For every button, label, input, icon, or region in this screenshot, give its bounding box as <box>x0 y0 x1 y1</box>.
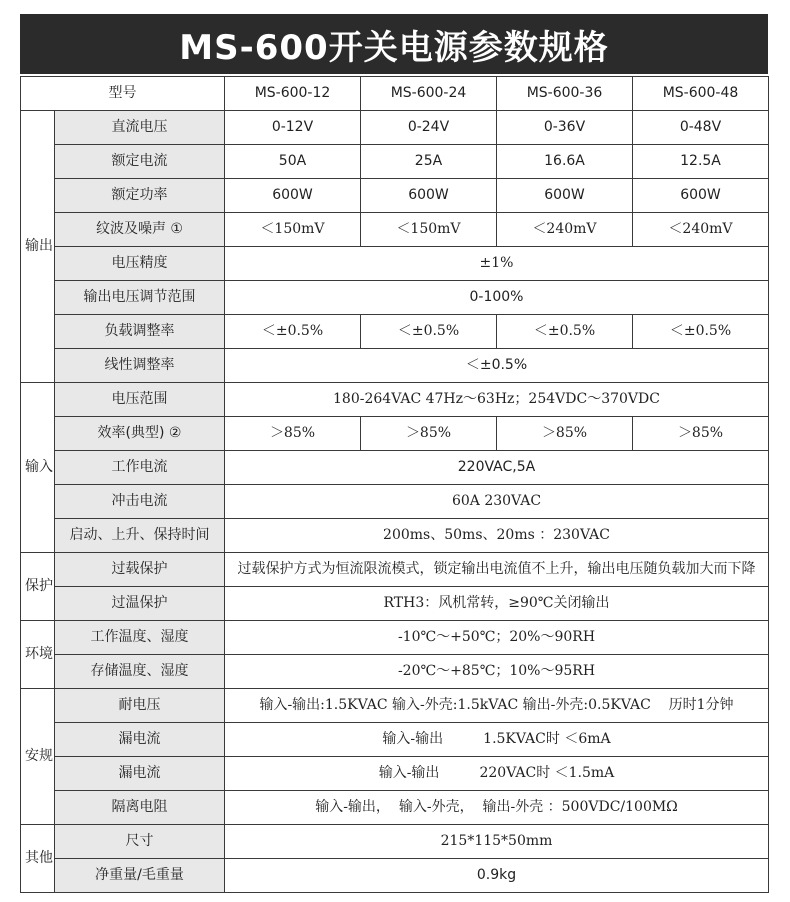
table-cell: 60A 230VAC <box>225 485 769 519</box>
table-row <box>21 485 769 519</box>
table-cell: ±1% <box>225 247 769 281</box>
table-cell: 输入-输出， 输入-外壳， 输出-外壳 ：500VDC/100MΩ <box>225 791 769 825</box>
table-cell: ＜±0.5% <box>225 315 361 349</box>
table-cell: 25A <box>361 145 497 179</box>
row-label: 隔离电阻 <box>55 791 225 825</box>
table-row-model <box>21 77 769 111</box>
table-cell: ＜±0.5% <box>361 315 497 349</box>
table-cell: ＜240mV <box>633 213 769 247</box>
table-row <box>21 213 769 247</box>
row-label: 负载调整率 <box>55 315 225 349</box>
table-row <box>21 451 769 485</box>
row-label: 直流电压 <box>55 111 225 145</box>
table-row <box>21 553 769 587</box>
table-row <box>21 111 769 145</box>
table-row <box>21 825 769 859</box>
table-row <box>21 757 769 791</box>
table-row <box>21 179 769 213</box>
row-label: 纹波及噪声 ① <box>55 213 225 247</box>
table-row <box>21 723 769 757</box>
table-cell: 0-100% <box>225 281 769 315</box>
row-label: 存储温度、湿度 <box>55 655 225 689</box>
table-row <box>21 417 769 451</box>
table-row <box>21 655 769 689</box>
row-label: 额定电流 <box>55 145 225 179</box>
table-cell: ＜±0.5% <box>497 315 633 349</box>
table-cell: ＞85% <box>361 417 497 451</box>
table-cell: 600W <box>497 179 633 213</box>
table-row <box>21 383 769 417</box>
table-cell: 0-12V <box>225 111 361 145</box>
row-label: 尺寸 <box>55 825 225 859</box>
row-label: 漏电流 <box>55 757 225 791</box>
table-cell: 12.5A <box>633 145 769 179</box>
table-cell: 200ms、50ms、20ms ：230VAC <box>225 519 769 553</box>
table-cell: ＞85% <box>633 417 769 451</box>
page-title: MS-600开关电源参数规格 <box>20 14 768 74</box>
table-cell: ＜±0.5% <box>225 349 769 383</box>
table-cell: 180-264VAC 47Hz～63Hz；254VDC～370VDC <box>225 383 769 417</box>
table-cell: 0-36V <box>497 111 633 145</box>
model-label: 型号 <box>21 77 225 111</box>
group-label-environment: 环境 <box>21 621 55 689</box>
table-row <box>21 859 769 893</box>
table-cell: ＜±0.5% <box>633 315 769 349</box>
row-label: 电压精度 <box>55 247 225 281</box>
table-cell: 过载保护方式为恒流限流模式，锁定输出电流值不上升，输出电压随负载加大而下降 <box>225 553 769 587</box>
group-label-safety: 安规 <box>21 689 55 825</box>
model-header: MS-600-12 <box>225 77 361 111</box>
table-row <box>21 315 769 349</box>
table-row <box>21 145 769 179</box>
row-label: 工作电流 <box>55 451 225 485</box>
row-label: 电压范围 <box>55 383 225 417</box>
row-label: 冲击电流 <box>55 485 225 519</box>
table-row <box>21 791 769 825</box>
table-row <box>21 247 769 281</box>
table-cell: 215*115*50mm <box>225 825 769 859</box>
row-label: 过温保护 <box>55 587 225 621</box>
table-row <box>21 519 769 553</box>
table-cell: 0.9kg <box>225 859 769 893</box>
table-cell: 600W <box>633 179 769 213</box>
row-label: 线性调整率 <box>55 349 225 383</box>
table-row <box>21 281 769 315</box>
row-label: 效率(典型) ② <box>55 417 225 451</box>
table-cell: 600W <box>225 179 361 213</box>
table-cell: 输入-输出 1.5KVAC时 ＜6mA <box>225 723 769 757</box>
table-cell: 0-24V <box>361 111 497 145</box>
row-label: 过载保护 <box>55 553 225 587</box>
table-cell: 16.6A <box>497 145 633 179</box>
table-cell: ＞85% <box>497 417 633 451</box>
row-label: 净重量/毛重量 <box>55 859 225 893</box>
table-cell: 220VAC,5A <box>225 451 769 485</box>
table-cell: -20℃～+85℃；10%～95RH <box>225 655 769 689</box>
table-row <box>21 587 769 621</box>
table-cell: ＜150mV <box>225 213 361 247</box>
table-cell: ＞85% <box>225 417 361 451</box>
table-cell: RTH3：风机常转，≥90℃关闭输出 <box>225 587 769 621</box>
row-label: 启动、上升、保持时间 <box>55 519 225 553</box>
table-cell: 0-48V <box>633 111 769 145</box>
group-label-output: 输出 <box>21 111 55 383</box>
row-label: 漏电流 <box>55 723 225 757</box>
group-label-protection: 保护 <box>21 553 55 621</box>
spec-table <box>20 76 769 893</box>
row-label: 耐电压 <box>55 689 225 723</box>
table-cell: 输入-输出:1.5KVAC 输入-外壳:1.5kVAC 输出-外壳:0.5KVAC 历时1分钟 <box>225 689 769 723</box>
table-cell: ＜150mV <box>361 213 497 247</box>
table-row <box>21 689 769 723</box>
group-label-input: 输入 <box>21 383 55 553</box>
group-label-other: 其他 <box>21 825 55 893</box>
row-label: 工作温度、湿度 <box>55 621 225 655</box>
model-header: MS-600-36 <box>497 77 633 111</box>
table-row <box>21 621 769 655</box>
table-cell: 输入-输出 220VAC时 ＜1.5mA <box>225 757 769 791</box>
table-cell: 50A <box>225 145 361 179</box>
table-cell: -10℃～+50℃；20%～90RH <box>225 621 769 655</box>
row-label: 输出电压调节范围 <box>55 281 225 315</box>
table-cell: ＜240mV <box>497 213 633 247</box>
table-cell: 600W <box>361 179 497 213</box>
table-row <box>21 349 769 383</box>
model-header: MS-600-24 <box>361 77 497 111</box>
model-header: MS-600-48 <box>633 77 769 111</box>
row-label: 额定功率 <box>55 179 225 213</box>
